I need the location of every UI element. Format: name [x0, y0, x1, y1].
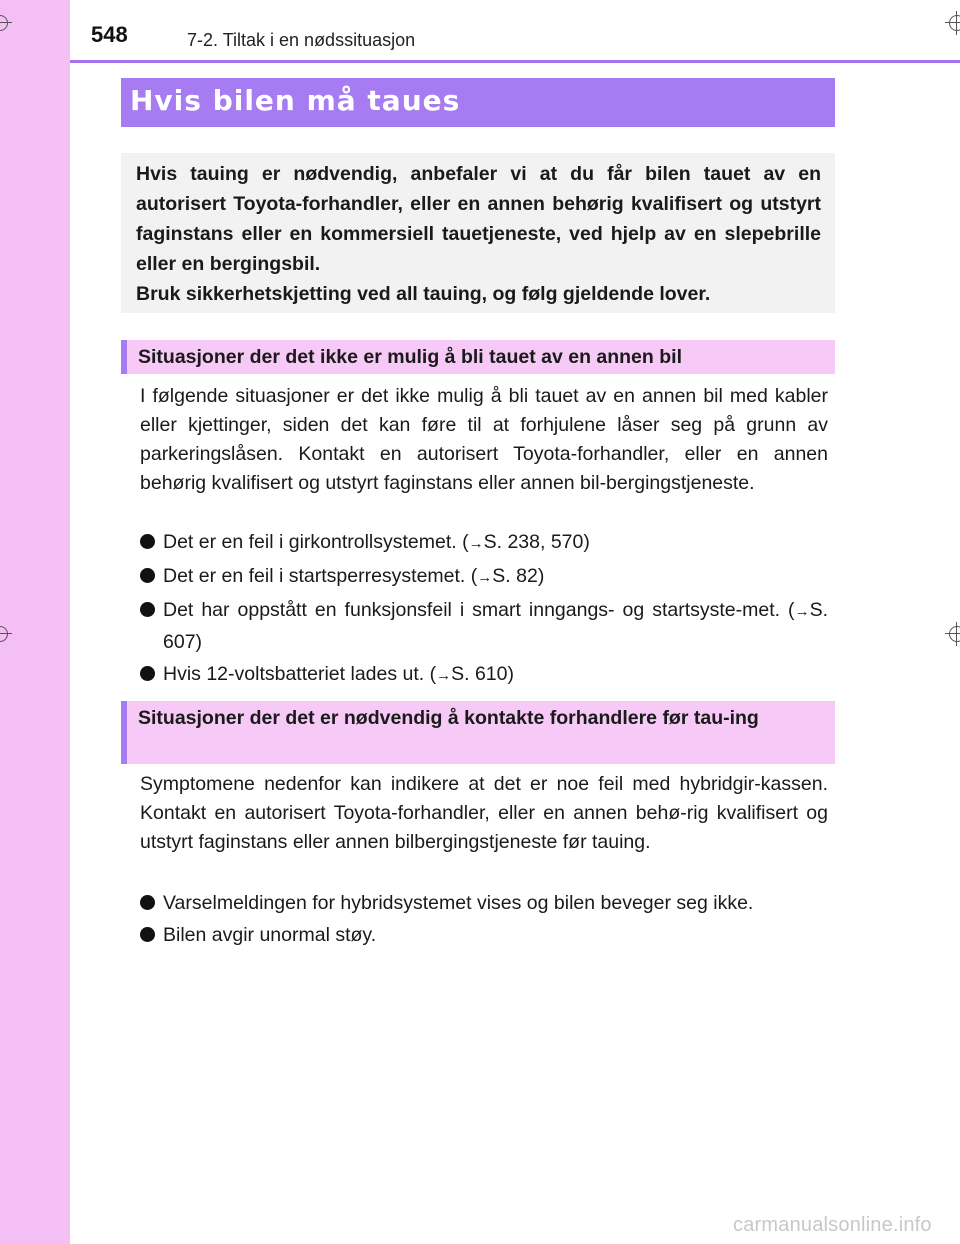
section1-text: I følgende situasjoner er det ikke mulig å bli tauet av en annen bil med kabler eller kjettinger, siden det kan føre til at forhjulene låser seg på grunn av parkeringslåsen. Kontakt en autorisert Toyota-forhandler, eller en annen behørig kvalifisert og utstyrt faginstans eller annen bil-bergingstjeneste.	[140, 385, 828, 494]
section2-heading-box	[121, 701, 835, 764]
section2-heading: Situasjoner der det er nødvendig å kontakte forhandlere før tau-ing	[138, 707, 759, 729]
intro-text	[136, 159, 821, 309]
page-reference[interactable]: S. 238, 570)	[483, 531, 590, 553]
intro-paragraph: Hvis tauing er nødvendig, anbefaler vi at du får bilen tauet av en autorisert Toyota-forhandler, eller en annen behørig kvalifisert og utstyrt faginstans eller en kommersiell tauetjeneste, ved hjelp av en slepebrille eller en bergingsbil.	[136, 163, 821, 275]
list-item: Det er en feil i girkontrollsystemet. (→S. 238, 570)	[140, 527, 828, 559]
arrow-right-icon: →	[477, 569, 493, 586]
page-reference[interactable]: S. 82)	[492, 565, 545, 587]
bullet-icon	[140, 666, 155, 681]
section2-text: Symptomene nedenfor kan indikere at det er noe feil med hybridgir-kassen. Kontakt en autorisert Toyota-forhandler, eller en annen behø-rig kvalifisert og utstyrt faginstans eller annen bilbergingstjeneste før tauing.	[140, 773, 828, 853]
arrow-right-icon: →	[794, 603, 810, 620]
arrow-right-icon: →	[436, 667, 452, 684]
arrow-right-icon: →	[468, 535, 484, 552]
intro-box	[121, 153, 835, 313]
page-reference[interactable]: S. 610)	[451, 663, 514, 685]
bullet-icon	[140, 534, 155, 549]
crop-mark-icon	[945, 622, 960, 646]
section1-bullets	[140, 527, 828, 693]
bullet-icon	[140, 927, 155, 942]
title-bar	[121, 78, 835, 127]
list-item: Hvis 12-voltsbatteriet lades ut. (→S. 610)	[140, 659, 828, 691]
crop-mark-icon	[0, 622, 12, 646]
section1-heading: Situasjoner der det ikke er mulig å bli tauet av en annen bil	[138, 346, 682, 368]
chapter-label: 7-2. Tiltak i en nødssituasjon	[187, 30, 416, 50]
page-number: 548	[91, 22, 128, 47]
bullet-icon	[140, 568, 155, 583]
page-title: Hvis bilen må taues	[130, 84, 461, 117]
bullet-icon	[140, 602, 155, 617]
crop-mark-icon	[0, 11, 12, 35]
bullet-icon	[140, 895, 155, 910]
list-item: Det har oppstått en funksjonsfeil i smart inngangs- og startsyste-met. (→S. 607)	[140, 595, 828, 657]
list-item: Det er en feil i startsperresystemet. (→S. 82)	[140, 561, 828, 593]
crop-mark-icon	[945, 11, 960, 35]
intro-safety-note: Bruk sikkerhetskjetting ved all tauing, og følg gjeldende lover.	[136, 283, 711, 305]
page-reference[interactable]: S. 607)	[163, 599, 828, 653]
header-rule	[70, 60, 960, 63]
list-item: Bilen avgir unormal støy.	[140, 920, 828, 950]
section1-heading-box	[121, 340, 835, 374]
list-item: Varselmeldingen for hybridsystemet vises og bilen beveger seg ikke.	[140, 888, 828, 918]
watermark: carmanualsonline.info	[733, 1214, 932, 1236]
section2-bullets	[140, 888, 828, 952]
